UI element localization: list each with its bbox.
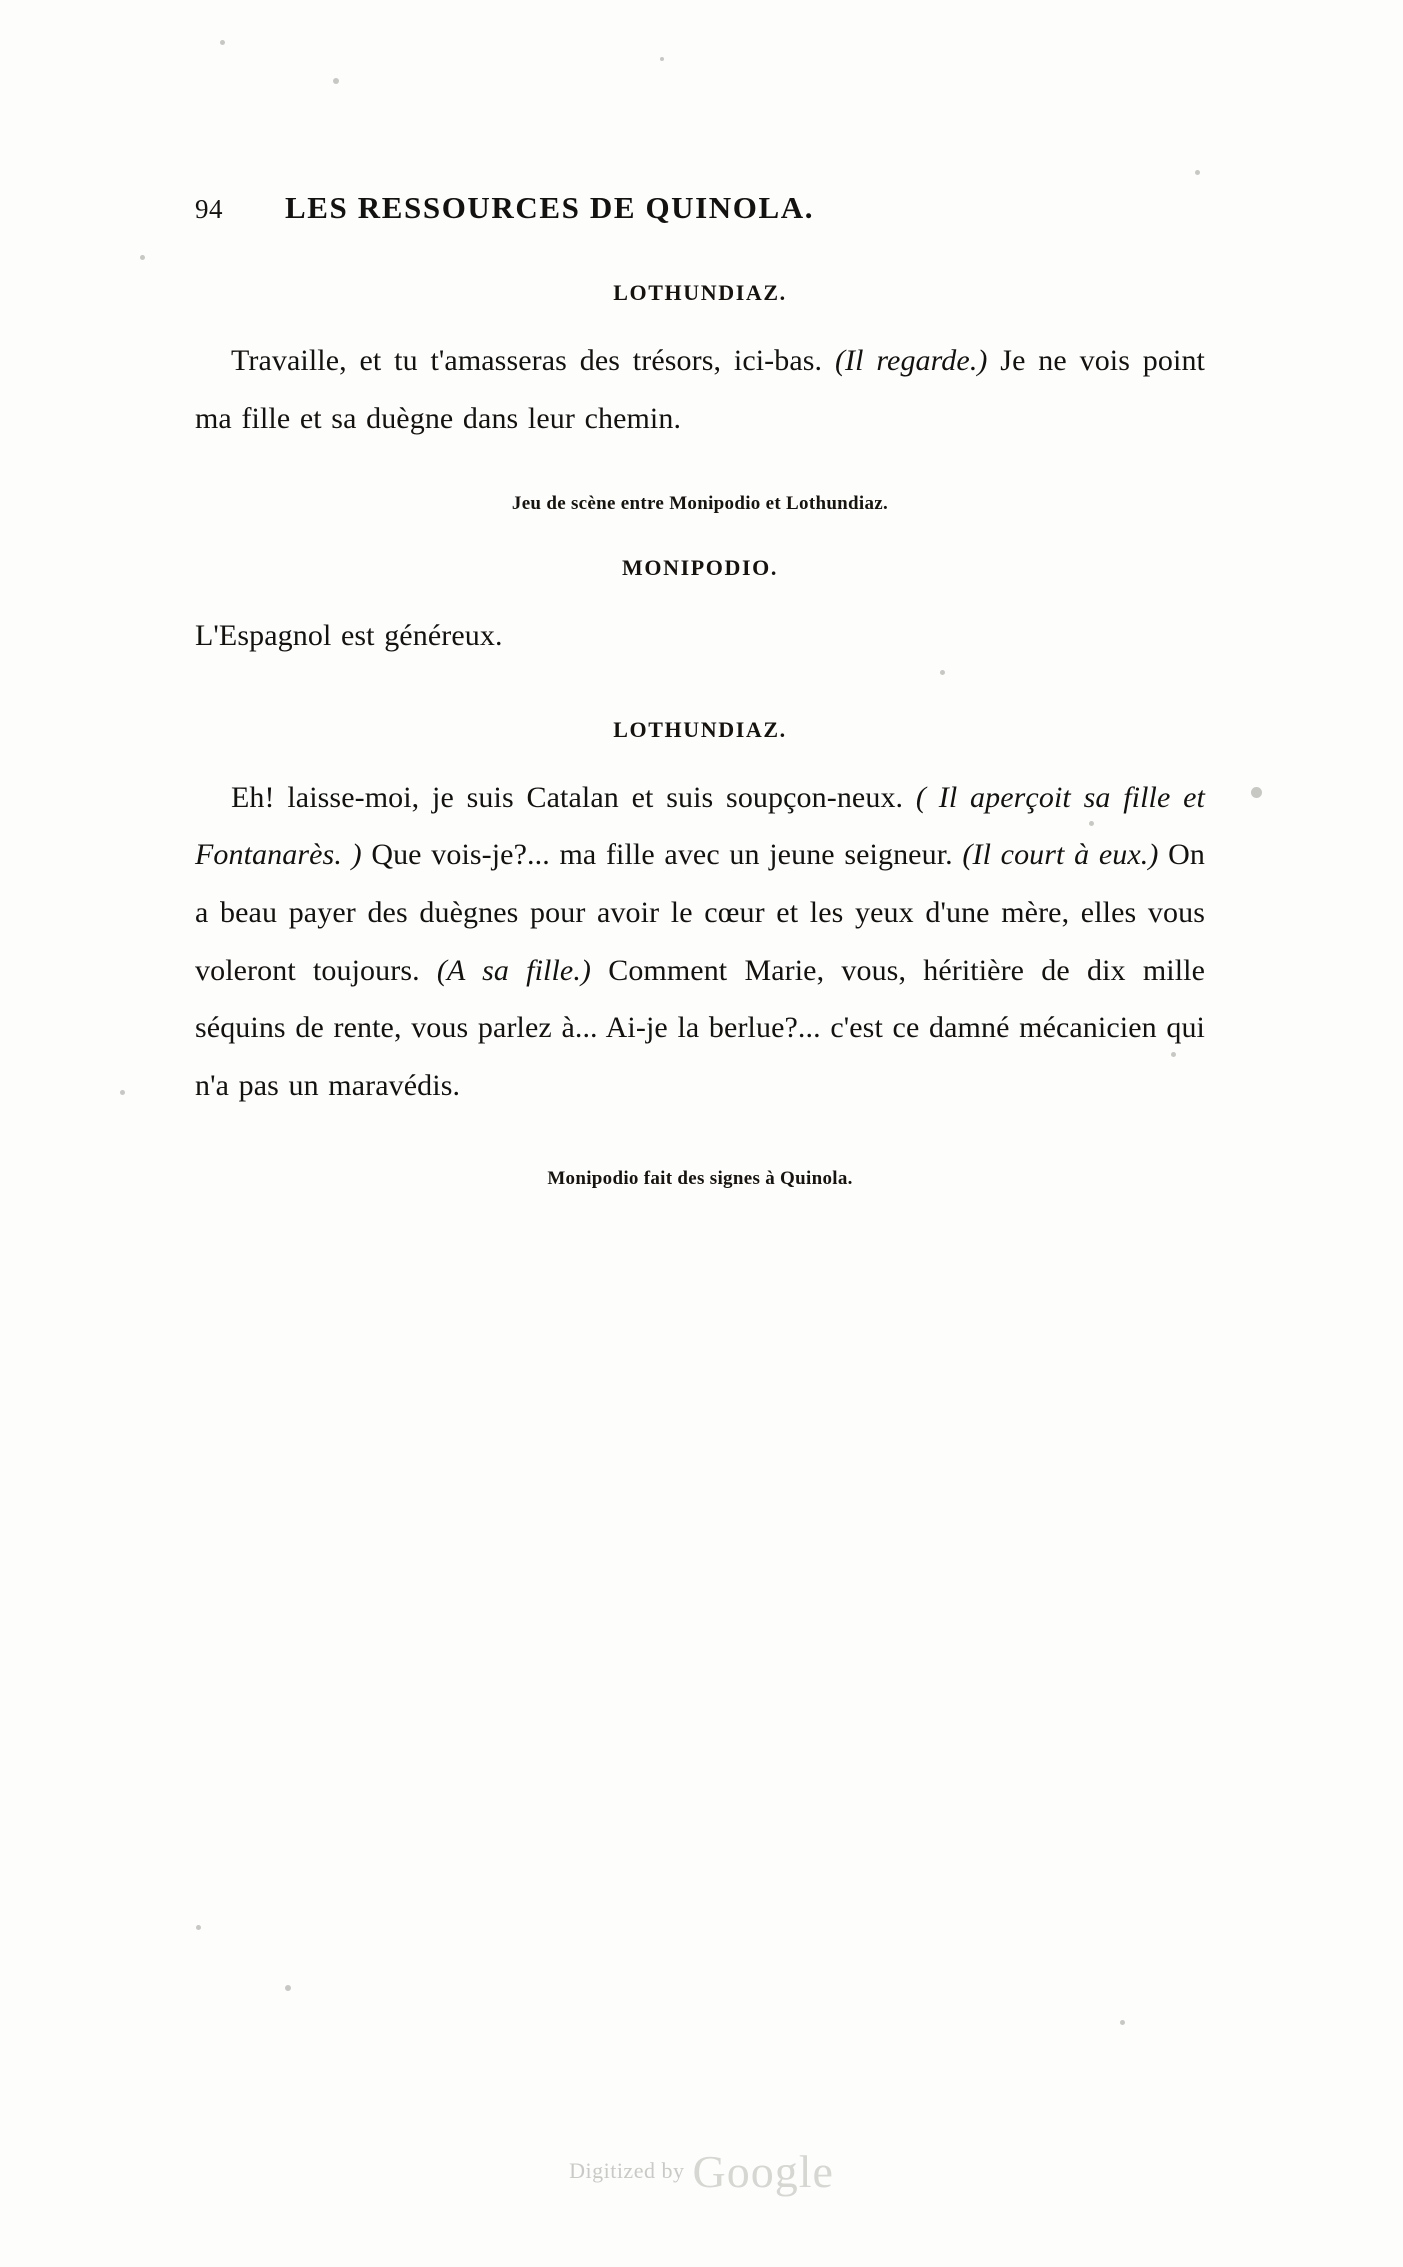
stage-inline-a-sa-fille: (A sa fille.): [436, 953, 592, 987]
speech-part: Travaille, et tu t'amasseras des trésors, ici-: [231, 344, 775, 377]
scan-speck: [333, 78, 339, 84]
page-content: [195, 190, 1205, 1230]
stage-inline-il-court: (Il court à eux.): [962, 838, 1159, 872]
stage-inline-il-regarde: (Il regarde.): [834, 344, 988, 377]
stage-direction-1: Jeu de scène entre Monipodio et Lothundiaz.: [511, 493, 889, 515]
stage-direction-2: Monipodio fait des signes à Quinola.: [547, 1168, 853, 1190]
footer-prefix: Digitized by: [569, 2158, 685, 2183]
speaker-lothundiaz-1: LOTHUNDIAZ.: [613, 280, 787, 305]
speech-part: Que vois-je?... ma fille avec un jeune seigneur.: [361, 838, 963, 872]
running-title: LES RESSOURCES DE QUINOLA.: [285, 190, 815, 225]
scan-speck: [285, 1985, 291, 1991]
scan-speck: [220, 40, 225, 45]
scan-speck: [140, 255, 145, 260]
speech-part: bas.: [774, 344, 835, 377]
scan-speck: [120, 1090, 125, 1095]
speech-monipodio: L'Espagnol est généreux.: [195, 619, 503, 653]
scan-speck: [196, 1925, 201, 1930]
digitization-footer: [0, 2145, 1403, 2198]
footer-brand: Google: [692, 2146, 834, 2197]
scan-speck: [660, 57, 664, 61]
speaker-monipodio: MONIPODIO.: [622, 555, 778, 581]
speech-part: Je ne vois point ma fille et sa duègne dans leur chemin.: [195, 344, 1205, 435]
speech-part: On a beau payer des duègnes pour avoir le cœur et les yeux d'une mère, elles vous voleront toujours.: [195, 838, 1206, 987]
scan-speck: [1251, 787, 1262, 798]
page-number: 94: [195, 194, 223, 224]
speech-lothundiaz-1: [195, 332, 1205, 447]
scan-speck: [1195, 170, 1200, 175]
speech-lothundiaz-2: [195, 769, 1205, 1115]
stage-inline-apercoit: ( Il aperçoit sa fille et Fontanarès. ): [195, 780, 1205, 872]
scan-speck: [1120, 2020, 1125, 2025]
speech-part: Eh! laisse-moi, je suis Catalan et suis soupçon-neux.: [231, 780, 916, 814]
page-header: [195, 190, 1205, 226]
speech-part: Comment Marie, vous, héritière de dix mille séquins de rente, vous parlez à... Ai-je la berlue?... c'est ce damné mécanicien qui n'a pas un maravédis.: [195, 953, 1205, 1102]
speaker-lothundiaz-2: LOTHUNDIAZ.: [613, 716, 787, 742]
